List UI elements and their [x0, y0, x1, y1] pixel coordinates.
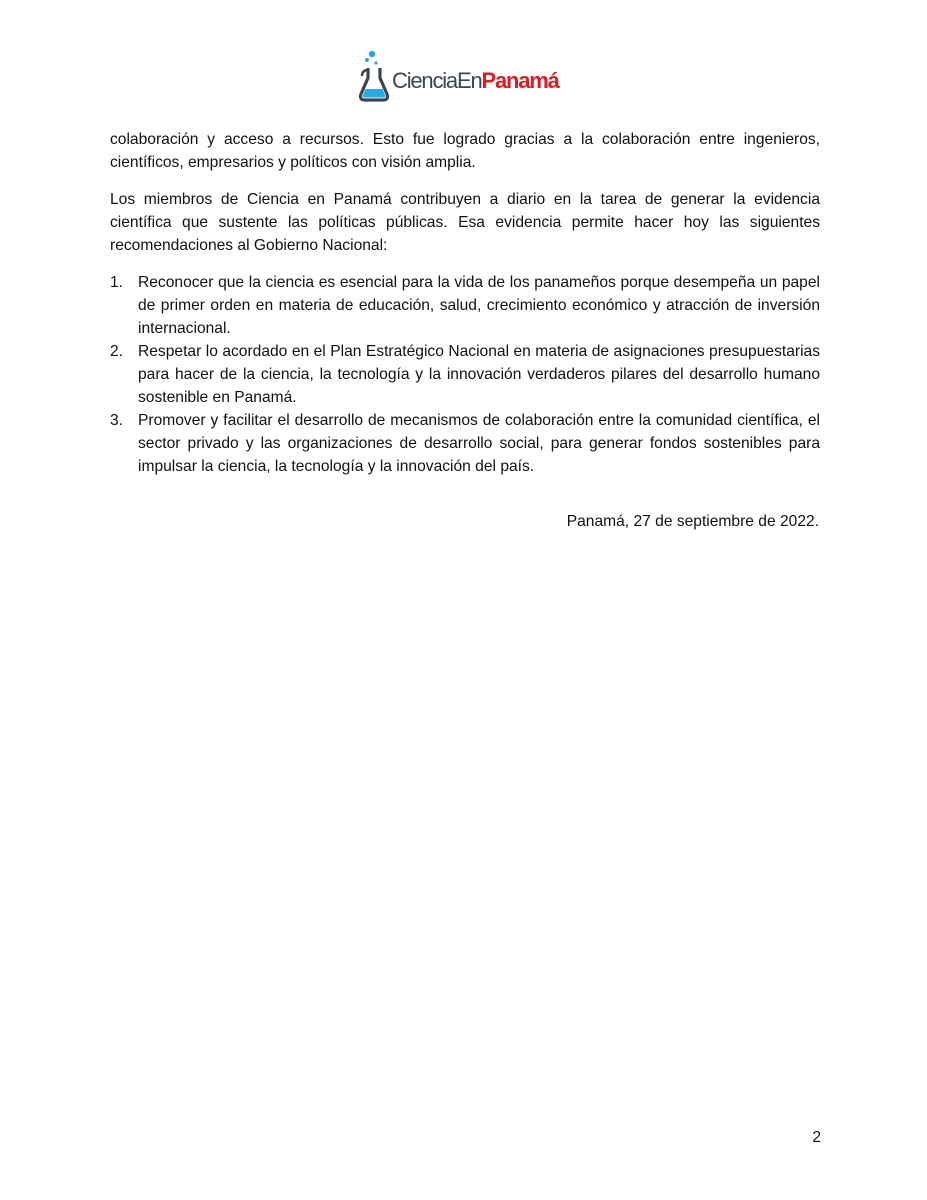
list-item-text: Promover y facilitar el desarrollo de mecanismos de colaboración entre la comunidad científica, el sector privado y las organizaciones de desarrollo social, para generar fondos sostenibles para impulsar la ciencia, la tecnología y la innovación del país.	[138, 412, 820, 475]
flask-logo-icon	[358, 48, 390, 104]
list-item-number: 1.	[110, 274, 124, 291]
paragraph-continuation: colaboración y acceso a recursos. Esto fue logrado gracias a la colaboración entre ingenieros, científicos, empresarios y políticos con visión amplia.	[110, 131, 820, 171]
list-item-number: 2.	[110, 343, 124, 360]
date-line: Panamá, 27 de septiembre de 2022.	[566, 513, 819, 530]
list-item	[110, 409, 820, 478]
list-item-number: 3.	[110, 412, 124, 429]
list-item-text: Reconocer que la ciencia es esencial para la vida de los panameños porque desempeña un papel de primer orden en materia de educación, salud, crecimiento económico y atracción de inversión internacional.	[138, 274, 820, 337]
list-item	[110, 340, 820, 409]
recommendations-list	[110, 271, 820, 478]
list-item-text: Respetar lo acordado en el Plan Estratégico Nacional en materia de asignaciones presupuestarias para hacer de la ciencia, la tecnología y la innovación verdaderos pilares del desarrollo humano sostenible en Panamá.	[138, 343, 820, 406]
page-number: 2	[812, 1129, 821, 1146]
logo-text-ciencia-en: CienciaEn	[392, 68, 482, 93]
list-item	[110, 271, 820, 340]
paragraph-intro-recommendations: Los miembros de Ciencia en Panamá contribuyen a diario en la tarea de generar la evidencia científica que sustente las políticas públicas. Esa evidencia permite hacer hoy las siguientes recomendaciones al Gobierno Nacional:	[110, 191, 820, 254]
logo-text-panama: Panamá	[481, 68, 559, 93]
logo-wordmark	[392, 68, 559, 94]
ciencia-en-panama-logo	[358, 48, 573, 106]
document-body	[110, 128, 820, 478]
